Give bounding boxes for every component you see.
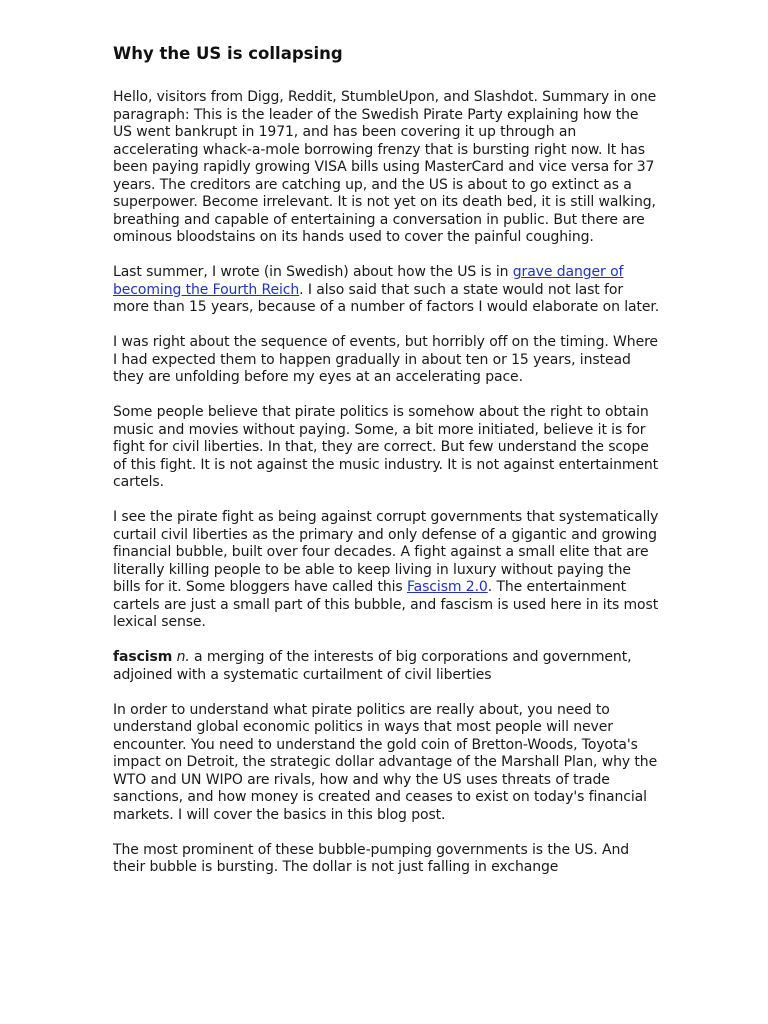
paragraph-timing: I was right about the sequence of events, but horribly off on the timing. Where I had expected them to happen gradually in about ten or 15 years, instead they are unfolding before my eyes at an accelerating pace. xyxy=(113,334,658,385)
paragraph-understand-economics: In order to understand what pirate politics are really about, you need to understand global economic politics in ways that most people will never encounter. You need to understand the gold coin of Bretton-Woods, Toyota's impact on Detroit, the strategic dollar advantage of the Marshall Plan, why the WTO and UN WIPO are rivals, how and why the US uses threats of trade sanctions, and how money is created and ceases to exist on today's financial markets. I will cover the basics in this blog post. xyxy=(113,701,658,823)
definition-part-of-speech: n. xyxy=(176,649,190,665)
paragraph-last-summer xyxy=(113,264,661,317)
definition-term: fascism xyxy=(113,649,173,665)
link-fourth-reich[interactable]: grave danger of becoming the Fourth Reich xyxy=(113,264,624,298)
paragraph-text: I see the pirate fight as being against corrupt governments that systematically curtail civil liberties as the primary and only defense of a gigantic and growing financial bubble, built over four decades. A fight against a small elite that are literally killing people to be able to keep living in luxury without paying the bills for it. Some bloggers have called this xyxy=(113,509,659,595)
article xyxy=(113,44,661,894)
paragraph-bubble-bursting: The most prominent of these bubble-pumping governments is the US. And their bubble is bursting. The dollar is not just falling in exchange xyxy=(113,841,630,875)
paragraph-text: . The entertainment cartels are just a small part of this bubble, and fascism is used here in its most lexical sense. xyxy=(113,579,659,630)
paragraph-pirate-fight xyxy=(113,509,661,632)
paragraph-text: Last summer, I wrote (in Swedish) about how the US is in xyxy=(113,264,513,280)
definition-fascism xyxy=(113,649,661,684)
paragraph-pirate-politics: Some people believe that pirate politics is somehow about the right to obtain music and movies without paying. Some, a bit more initiated, believe it is for fight for civil liberties. In that, they are correct. But few understand the scope of this fight. It is not against the music industry. It is not against entertainment cartels. xyxy=(113,404,659,490)
link-fascism-2-0[interactable]: Fascism 2.0 xyxy=(406,579,488,595)
article-title: Why the US is collapsing xyxy=(113,44,343,63)
paragraph-text: . I also said that such a state would not last for more than 15 years, because of a number of factors I would elaborate on later. xyxy=(113,281,660,315)
definition-text: a merging of the interests of big corporations and government, adjoined with a systematic curtailment of civil liberties xyxy=(113,649,632,683)
paragraph-summary: Hello, visitors from Digg, Reddit, StumbleUpon, and Slashdot. Summary in one paragraph: This is the leader of the Swedish Pirate Party explaining how the US went bankrupt in 1971, and has been covering it up through an accelerating whack-a-mole borrowing frenzy that is bursting right now. It has been paying rapidly growing VISA bills using MasterCard and vice versa for 37 years. The creditors are catching up, and the US is about to go extinct as a superpower. Become irrelevant. It is not yet on its death bed, it is still walking, breathing and capable of entertaining a conversation in public. But there are ominous bloodstains on its hands used to cover the painful coughing. xyxy=(113,89,657,245)
